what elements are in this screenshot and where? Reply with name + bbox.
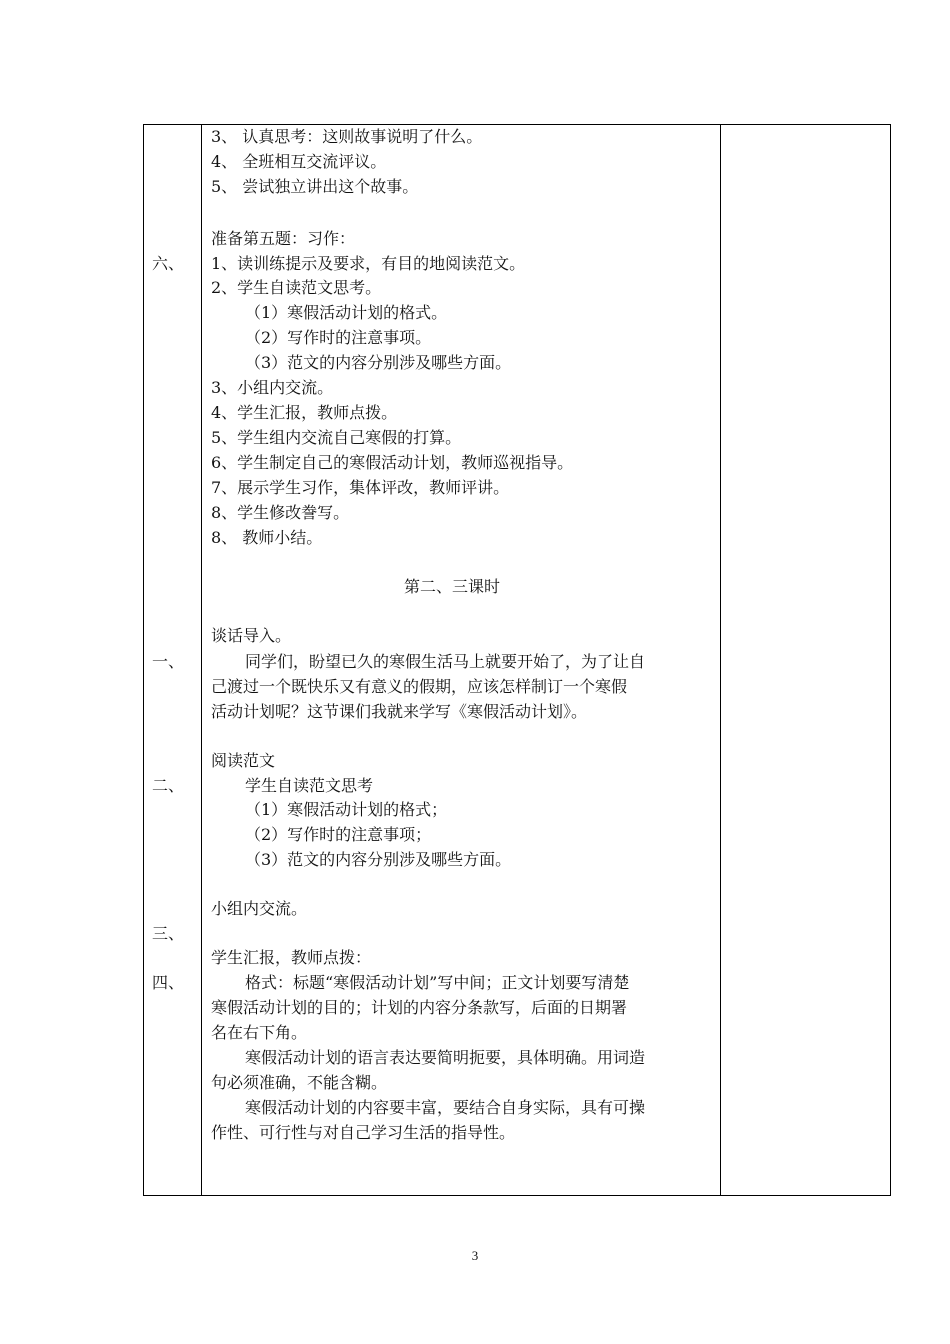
- paragraph-line: 寒假活动计划的目的；计划的内容分条款写，后面的日期署: [211, 998, 628, 1017]
- step-line: 2、学生自读范文思考。: [211, 278, 382, 297]
- step-line: 8、学生修改誊写。: [211, 503, 350, 522]
- step-line: 6、学生制定自己的寒假活动计划，教师巡视指导。: [211, 453, 574, 472]
- step-line: 3、小组内交流。: [211, 378, 334, 397]
- sub-item: （2）写作时的注意事项；: [245, 825, 432, 844]
- section-marker-4: 四、: [152, 973, 185, 992]
- section-title: 学生汇报，教师点拨：: [211, 948, 372, 967]
- sub-item: （2）写作时的注意事项。: [245, 328, 432, 347]
- paragraph-line: 寒假活动计划的内容要丰富，要结合自身实际，具有可操: [245, 1098, 646, 1117]
- sub-item: （3）范文的内容分别涉及哪些方面。: [245, 850, 512, 869]
- step-line: 5、 尝试独立讲出这个故事。: [211, 177, 419, 196]
- paragraph-line: 己渡过一个既快乐又有意义的假期，应该怎样制订一个寒假: [211, 677, 628, 696]
- page-number: 3: [471, 1248, 479, 1263]
- paragraph-line: 名在右下角。: [211, 1023, 308, 1042]
- paragraph-line: 作性、可行性与对自己学习生活的指导性。: [211, 1123, 516, 1142]
- step-line: 4、 全班相互交流评议。: [211, 152, 387, 171]
- sub-item: （1）寒假活动计划的格式；: [245, 800, 448, 819]
- step-line: 8、 教师小结。: [211, 528, 323, 547]
- paragraph-line: 格式：标题“寒假活动计划”写中间；正文计划要写清楚: [245, 973, 630, 992]
- section-title: 准备第五题：习作：: [211, 229, 356, 248]
- paragraph-line: 同学们，盼望已久的寒假生活马上就要开始了，为了让自: [245, 652, 646, 671]
- column-divider-left: [201, 125, 202, 1195]
- step-line: 学生自读范文思考: [245, 776, 374, 795]
- sub-item: （1）寒假活动计划的格式。: [245, 303, 448, 322]
- paragraph-line: 寒假活动计划的语言表达要简明扼要，具体明确。用词造: [245, 1048, 646, 1067]
- paragraph-line: 活动计划呢？这节课们我就来学写《寒假活动计划》。: [211, 702, 588, 721]
- section-marker-3: 三、: [152, 924, 185, 943]
- sub-item: （3）范文的内容分别涉及哪些方面。: [245, 353, 512, 372]
- section-marker-1: 一、: [152, 652, 185, 671]
- step-line: 4、学生汇报，教师点拨。: [211, 403, 398, 422]
- step-line: 5、学生组内交流自己寒假的打算。: [211, 428, 462, 447]
- section-title: 小组内交流。: [211, 899, 308, 918]
- period-heading: 第二、三课时: [404, 577, 501, 596]
- section-title: 谈话导入。: [211, 626, 292, 645]
- step-line: 1、读训练提示及要求，有目的地阅读范文。: [211, 254, 526, 273]
- section-title: 阅读范文: [211, 751, 276, 770]
- section-marker-6: 六、: [152, 254, 185, 273]
- step-line: 7、展示学生习作，集体评改，教师评讲。: [211, 478, 510, 497]
- paragraph-line: 句必须准确，不能含糊。: [211, 1073, 388, 1092]
- column-divider-right: [720, 125, 721, 1195]
- section-marker-2: 二、: [152, 776, 185, 795]
- step-line: 3、 认真思考：这则故事说明了什么。: [211, 127, 483, 146]
